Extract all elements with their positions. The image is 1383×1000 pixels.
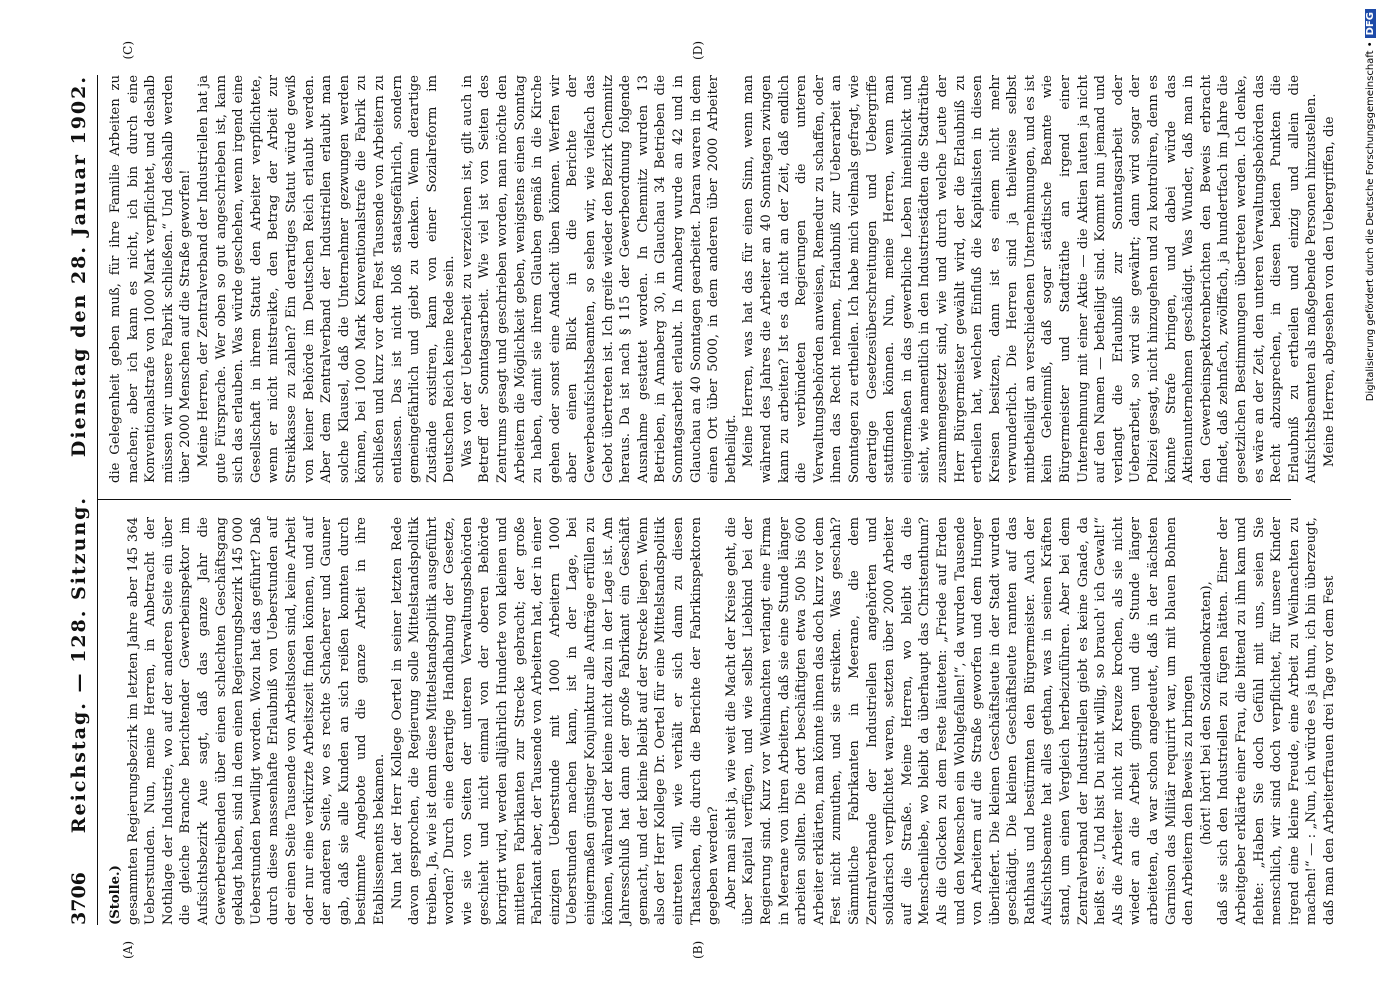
left-paragraph-2: Nun hat der Herr Kollege Oertel in seiner letzten Rede davon gesprochen, die Regierung solle Mittelstandspolitik treiben. Ja, wie ist denn diese Mittelstandspolitik ausgeführt worden? Durch eine derartige Handhabung der Gesetze, wie sie von Seiten der unteren Verwaltungsbehörden geschieht und nicht einmal von der oberen Behörde korrigirt wird, werden alljährlich Hunderte von kleinen und mittleren Fabrikanten zur Strecke gebracht; der große Fabrikant aber, der Tausende von Arbeitern hat, der in einer einzigen Ueberstunde mit 1000 Arbeitern 1000 Ueberstunden machen kann, ist in der Lage, bei einigermaßen günstiger Konjunktur alle Aufträge erfüllen zu können, während der kleine nicht dazu in der Lage ist. Am Jahresschluß hat dann der große Fabrikant ein Geschäft gemacht, und der kleine bleibt auf der Strecke liegen. Wenn also der Herr Kollege Dr. Oertel für eine Mittelstandspolitik eintreten will, wie verhält er sich dann zu diesen Thatsachen, die durch die Berichte der Fabrikinspektoren gegeben werden? — [389, 517, 722, 925]
credit-text: Digitalisierung gefördert durch die Deutsche Forschungsgemeinschaft • — [1365, 40, 1376, 401]
margin-mark-c: (C) — [121, 41, 135, 60]
session-date: Dienstag den 28. Januar 1902. — [68, 75, 90, 458]
right-text-column — [107, 75, 1337, 483]
page-number: 3706 — [68, 872, 90, 925]
right-paragraph-5: Meine Herren, abgesehen von den Uebergriffen, die — [1321, 116, 1337, 468]
dfg-logo: DFG — [1365, 9, 1376, 38]
left-interjection: (hört! hört! bei den Sozialdemokraten), — [1198, 581, 1214, 845]
right-paragraph-1: die Gelegenheit geben muß, für ihre Familie Arbeiten zu machen; aber ich kann es nicht, ich bin durch eine Konventionalstrafe von 1000 Mark verpflichtet, und deshalb müssen wir unsere Fabrik schließen.“ Und deshalb werden über 2000 Menschen auf die Straße geworfen! — [108, 75, 194, 483]
right-paragraph-4: Meine Herren, was hat das für einen Sinn, wenn man während des Jahres die Arbeiter an 40 Sonntagen zwingen kann zu arbeiten? Ist es da nicht an der Zeit, daß endlich die verbündeten Regierungen die unteren Verwaltungsbehörden anweisen, Remedur zu schaffen, oder ihnen das Recht nehmen, Erlaubniß zur Ueberarbeit an Sonntagen zu ertheilen. Ich habe mich vielmals gefragt, wie derartige Gesetzesüberschreitungen und Uebergriffe stattfinden können. Nun, meine Herren, wenn man einigermaßen in das gewerbliche Leben hineinblickt und sieht, wie namentlich in den Industriestädten die Stadträthe zusammengesetzt sind, wie und durch welche Leute der Herr Bürgermeister gewählt wird, der die Erlaubniß zu ertheilen hat, welchen Einfluß die Kapitalisten in diesen Kreisen besitzen, dann ist es einem nicht mehr verwunderlich. Die Herren sind ja theilweise selbst mitbetheiligt an verschiedenen Unternehmungen, und es ist kein Geheimniß, daß sogar städtische Beamte wie Bürgermeister und Stadträthe an irgend einer Unternehmung mit einer Aktie — die Aktien lauten ja nicht auf den Namen — betheiligt sind. Kommt nun jemand und verlangt die Erlaubniß zur Sonntagsarbeit oder Ueberarbeit, so wird sie gewährt; dann wird sogar der Polizei gesagt, nicht hinzugehen und zu kontroliren, denn es könnte Strafe bringen, und dabei würde das Aktienunternehmen geschädigt. Was Wunder, daß man in den Gewerbeinspektorenberichten den Beweis erbracht findet, daß zehnfach, zwölffach, ja hundertfach im Jahre die gesetzlichen Bestimmungen übertreten werden. Ich denke, es wäre an der Zeit, den unteren Verwaltungsbehörden das Recht abzusprechen, in diesen beiden Punkten die Erlaubniß zu ertheilen und einzig und allein die Aufsichtsbeamten als maßgebende Personen hinzustellen. — [741, 75, 1320, 483]
right-paragraph-3: Was von der Ueberarbeit zu verzeichnen ist, gilt auch in Betreff der Sonntagsarbeit. Wie viel ist von Seiten des Zentrums gesagt und geschrieben worden, man möchte den Arbeitern die Möglichkeit geben, wenigstens einen Sonntag zu haben, damit sie ihrem Glauben gemäß in die Kirche gehen oder sonst eine Andacht üben können. Werfen wir aber einen Blick in die Berichte der Gewerbeaufsichtsbeamten, so sehen wir, wie vielfach das Gebot übertreten ist. Ich greife wieder den Bezirk Chemnitz heraus. Da ist nach § 115 der Gewerbeordnung folgende Ausnahme gestattet worden. In Chemnitz wurden 13 Betrieben, in Annaberg 30, in Glauchau 34 Betrieben die Sonntagsarbeit erlaubt. In Annaberg wurde an 42 und in Glauchau an 40 Sonntagen gearbeitet. Daran waren in dem einen Ort über 5000, in dem anderen über 2000 Arbeiter betheiligt. — [459, 75, 739, 483]
speaker-name: (Stolle.) — [108, 865, 123, 925]
margin-mark-a: (A) — [121, 940, 135, 959]
margin-mark-d: (D) — [691, 41, 705, 60]
header-rule — [97, 75, 98, 925]
column-divider — [97, 499, 1291, 500]
margin-mark-b: (B) — [691, 940, 705, 959]
page-header — [65, 75, 93, 925]
rotated-newspaper-sheet — [51, 35, 1337, 965]
left-paragraph-1: gesammten Regierungsbezirk im letzten Jahre aber 145 364 Ueberstunden. Nun, meine Herren, in Anbetracht der Nothlage der Industrie, wo auf der anderen Seite ein über die gleiche Branche berichtender Gewerbeinspektor im Aufsichtsbezirk Aue sagt, daß das ganze Jahr die Gewerbetreibenden über einen schlechten Geschäftsgang geklagt haben, sind in dem einen Regierungsbezirk 145 000 Ueberstunden bewilligt worden. Wozu hat das geführt? Daß durch diese massenhafte Erlaubniß von Ueberstunden auf der einen Seite Tausende von Arbeitslosen sind, keine Arbeit oder nur eine verkürzte Arbeitszeit finden können, und auf der anderen Seite, wo es rechte Schacherer und Gauner gab, daß sie alle Kunden an sich reißen konnten durch bestimmte Angebote und die ganze Arbeit in ihre Etablissements bekamen. — [125, 517, 387, 925]
digitization-credit — [1361, 10, 1379, 985]
left-paragraph-3: Aber man sieht ja, wie weit die Macht der Kreise geht, die über Kapital verfügen, und wie selbst Liebkind bei der Regierung sind. Kurz vor Weihnachten verlangt eine Firma in Meerane von ihren Arbeitern, daß sie eine Stunde länger arbeiten sollten. Die dort beschäftigten etwa 500 bis 600 Arbeiter erklärten, man könnte ihnen das doch kurz vor dem Fest nicht zumuthen, und sie streikten. Was geschah? Sämmtliche Fabrikanten in Meerane, die dem Zentralverbande der Industriellen angehörten und solidarisch verpflichtet waren, setzten über 2000 Arbeiter auf die Straße. Meine Herren, wo bleibt da die Menschenliebe, wo bleibt da überhaupt das Christenthum? Als die Glocken zu dem Feste läuteten: „Friede auf Erden und den Menschen ein Wohlgefallen!“, da wurden Tausende von Arbeitern auf die Straße geworfen und dem Hunger überliefert. Die kleinen Geschäftsleute in der Stadt wurden geschädigt. Die kleinen Geschäftsleute rannten auf das Rathhaus und bestürmten den Bürgermeister. Auch der Aufsichtsbeamte hat alles gethan, was in seinen Kräften stand, um einen Vergleich herbeizuführen. Aber bei dem Zentralverband der Industriellen giebt es keine Gnade, da heißt es: „Und bist Du nicht willig, so brauch' ich Gewalt!“ Als die Arbeiter nicht zu Kreuze krochen, als sie nicht wieder an die Arbeit gingen und die Stunde länger arbeiteten, da war schon angedeutet, daß in der nächsten Garnison das Militär requirirt war, um mit blauen Bohnen den Arbeitern den Beweis zu bringen — [723, 517, 1197, 925]
right-paragraph-2: Meine Herren, der Zentralverband der Industriellen hat ja gute Fürsprache. Wer oben so gut angeschrieben ist, kann sich das erlauben. Was würde geschehen, wenn irgend eine Gesellschaft in ihrem Statut den Arbeiter verpflichtete, wenn er nicht mitstreikte, den Betrag der Arbeit zur Streikkasse zu zahlen? Ein derartiges Statut würde gewiß von keiner Behörde im Deutschen Reich erlaubt werden. Aber dem Zentralverband der Industriellen erlaubt man solche Klausel, daß die Unternehmer gezwungen werden können, bei 1000 Mark Konventionalstrafe die Fabrik zu schließen und kurz vor dem Fest Tausende von Arbeitern zu entlassen. Das ist nicht bloß staatsgefährlich, sondern gemeingefährlich und giebt zu denken. Wenn derartige Zustände existiren, kann von einer Sozialreform im Deutschen Reich keine Rede sein. — [195, 75, 458, 483]
left-paragraph-4: daß sie sich den Industriellen zu fügen hätten. Einer der Arbeitgeber erklärte einer Frau, die bittend zu ihm kam und flehte: „Haben Sie doch Gefühl mit uns, seien Sie menschlich, wir sind doch verpflichtet, für unsere Kinder irgend eine kleine Freude, eine Arbeit zu Weihnachten zu machen!“ — : „Nun, ich würde es ja thun, ich bin überzeugt, daß man den Arbeiterfrauen drei Tage vor dem Fest — [1216, 517, 1337, 925]
left-text-column — [107, 517, 1337, 925]
session-title: Reichstag. — 128. Sitzung. — [68, 495, 90, 834]
